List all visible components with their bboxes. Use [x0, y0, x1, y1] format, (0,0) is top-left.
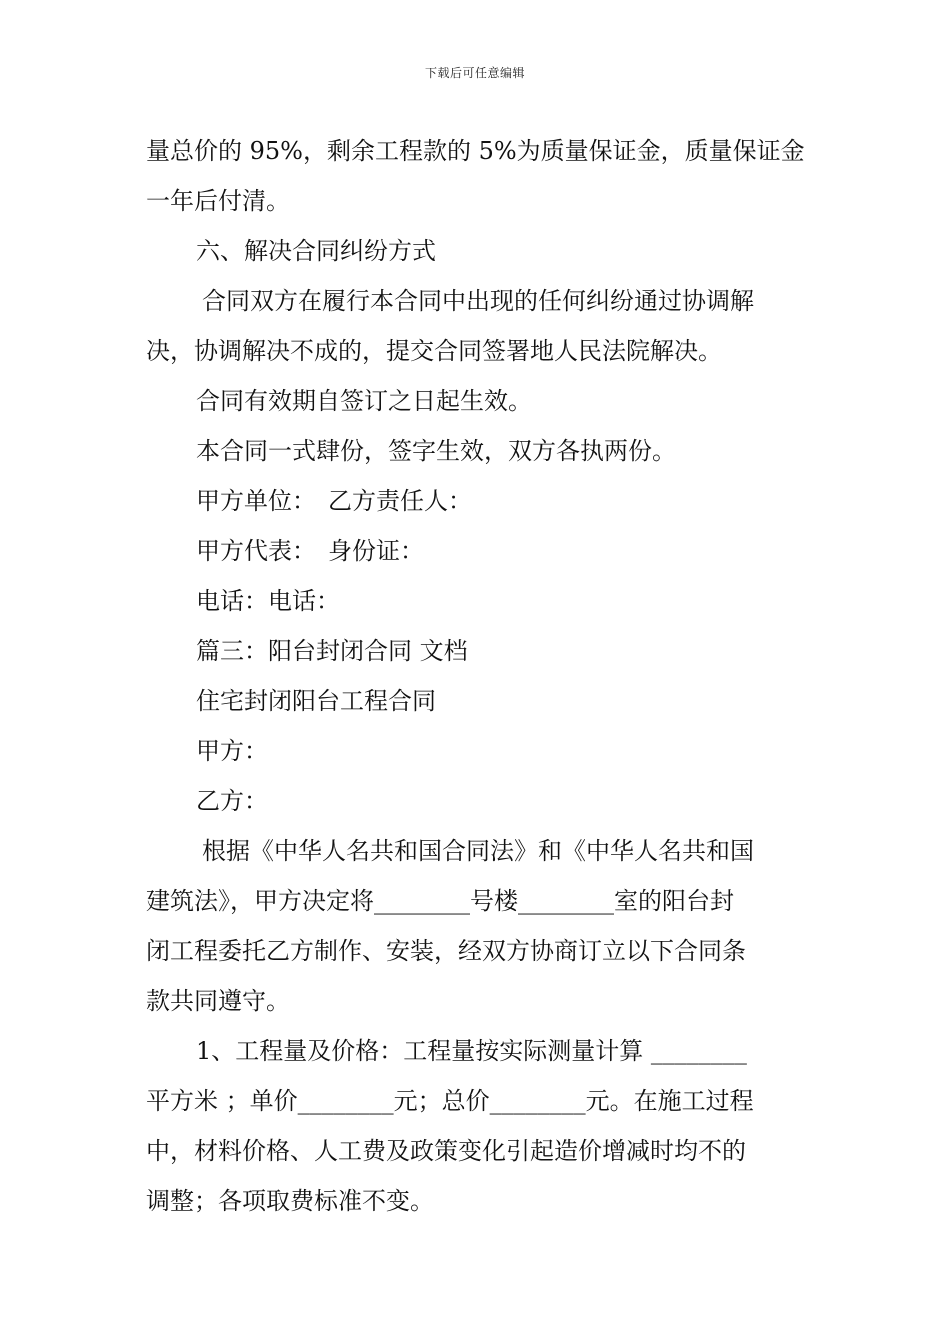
- signature-line-phone: 电话：电话：: [196, 587, 340, 615]
- paragraph-line: 本合同一式肆份，签字生效，双方各执两份。: [196, 437, 676, 465]
- paragraph-line: 量总价的 95%，剩余工程款的 5%为质量保证金，质量保证金: [146, 137, 805, 165]
- signature-line-representative: 甲方代表： 身份证：: [196, 537, 424, 565]
- party-a-line: 甲方：: [196, 737, 268, 765]
- signature-line-unit: 甲方单位： 乙方责任人：: [196, 487, 472, 515]
- clause-line: 1、工程量及价格：工程量按实际测量计算 ________: [196, 1037, 747, 1065]
- document-body: [146, 126, 808, 1226]
- paragraph-line: 款共同遵守。: [146, 987, 290, 1015]
- paragraph-line: 决，协调解决不成的，提交合同签署地人民法院解决。: [146, 337, 722, 365]
- paragraph-line: 合同有效期自签订之日起生效。: [196, 387, 532, 415]
- section-heading: 六、解决合同纠纷方式: [196, 237, 436, 265]
- party-b-line: 乙方：: [196, 787, 268, 815]
- paragraph-line: 调整；各项取费标准不变。: [146, 1187, 434, 1215]
- page-header: 下载后可任意编辑: [424, 66, 525, 80]
- paragraph-line: 一年后付清。: [146, 187, 290, 215]
- paragraph-line: 合同双方在履行本合同中出现的任何纠纷通过协调解: [202, 287, 754, 315]
- contract-title: 住宅封闭阳台工程合同: [196, 687, 436, 715]
- paragraph-line: 建筑法》，甲方决定将________号楼________室的阳台封: [146, 887, 734, 915]
- paragraph-line: 闭工程委托乙方制作、安装，经双方协商订立以下合同条: [146, 937, 746, 965]
- section-heading: 篇三：阳台封闭合同 文档: [196, 637, 468, 665]
- paragraph-line: 平方米 ；单价________元；总价________元。在施工过程: [146, 1087, 754, 1115]
- paragraph-line: 根据《中华人名共和国合同法》和《中华人名共和国: [202, 837, 754, 865]
- paragraph-line: 中，材料价格、人工费及政策变化引起造价增减时均不的: [146, 1137, 746, 1165]
